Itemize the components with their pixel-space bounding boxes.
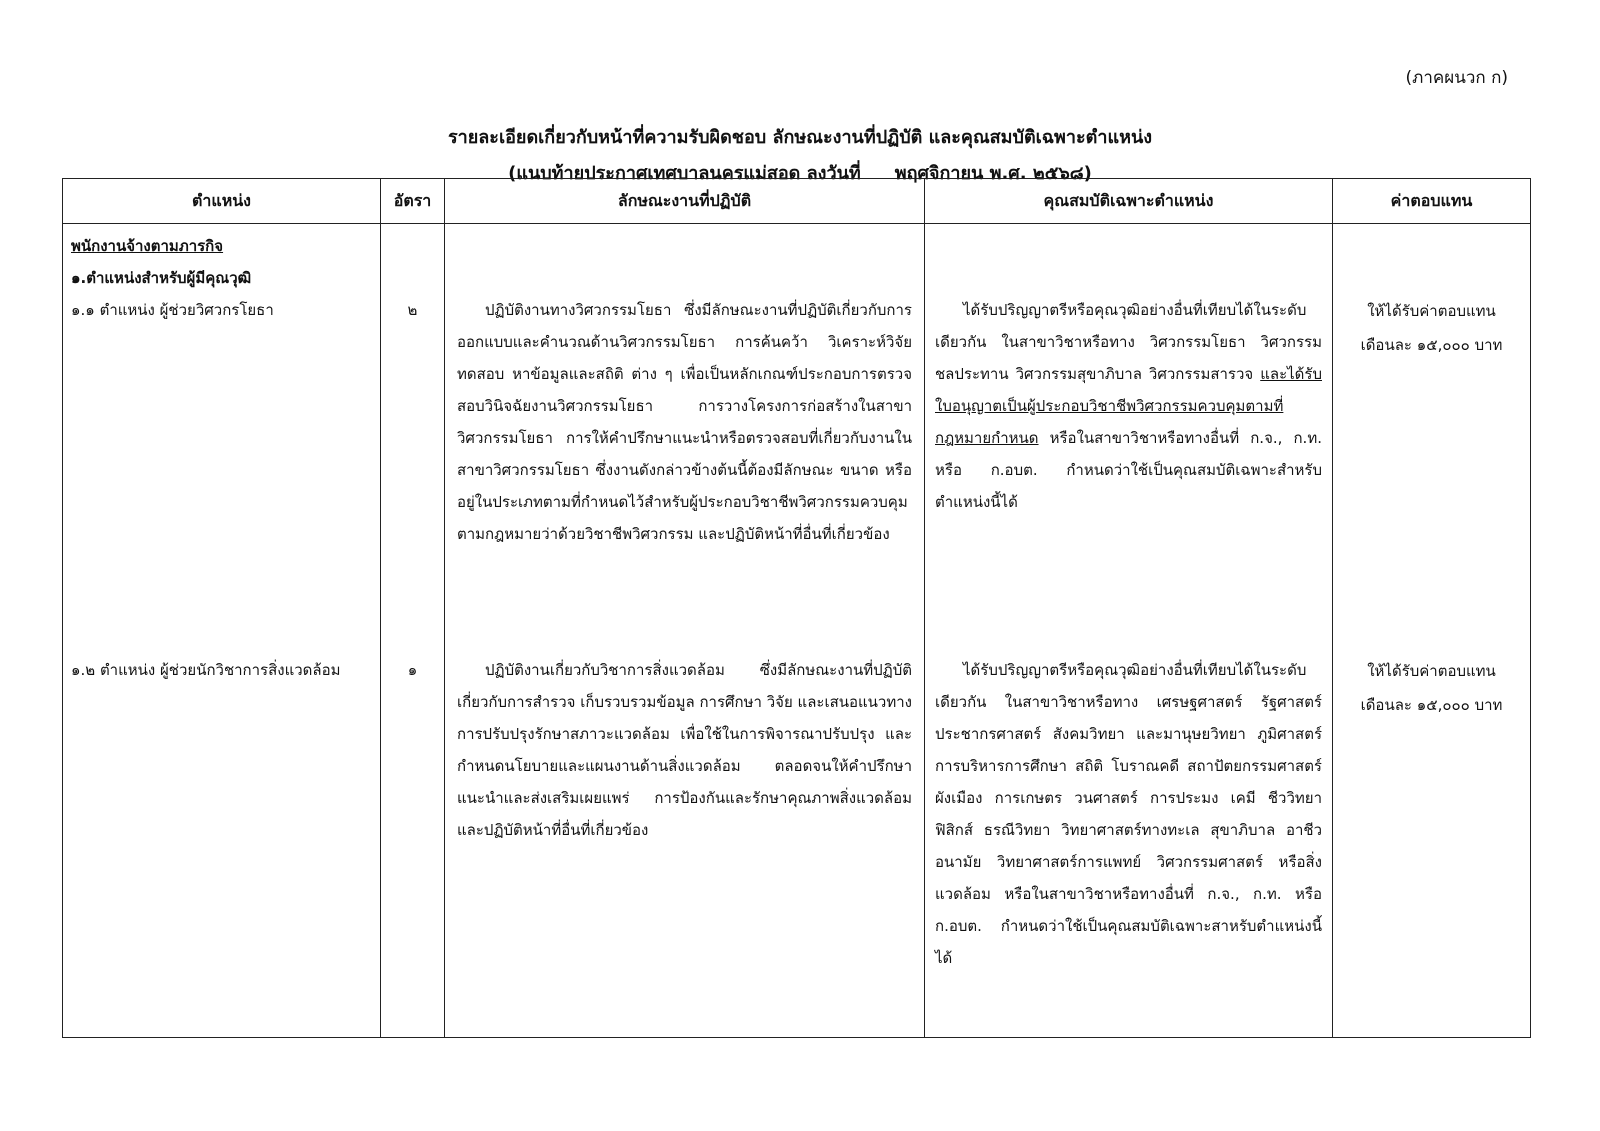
header-compensation: ค่าตอบแทน	[1333, 179, 1531, 224]
qualification-text-start: ได้รับปริญญาตรีหรือคุณวุฒิอย่างอื่นที่เทียบได้ในระดับเดียวกัน ในสาขาวิชาหรือทาง วิศวกรรมโยธา วิศวกรรมชลประทาน วิศวกรรมสุขาภิบาล วิศวกรรมสารวจ	[935, 301, 1322, 383]
appendix-label: (ภาคผนวก ก)	[1405, 68, 1508, 88]
table-row	[63, 224, 1531, 606]
rate-value: ๒	[407, 301, 418, 319]
compensation-line-2: เดือนละ ๑๕,๐๐๐ บาท	[1360, 336, 1503, 354]
description-cell	[445, 224, 925, 606]
description-text: ปฏิบัติงานทางวิศวกรรมโยธา ซึ่งมีลักษณะงานที่ปฏิบัติเกี่ยวกับการออกแบบและคำนวณด้านวิศวกรรมโยธา การค้นคว้า วิเคราะห์วิจัย ทดสอบ หาข้อมูลและสถิติ ต่าง ๆ เพื่อเป็นหลักเกณฑ์ประกอบการตรวจสอบวินิจฉัยงานวิศวกรรมโยธา การวางโครงการก่อสร้างในสาขาวิศวกรรมโยธา การให้คำปรึกษาแนะนำหรือตรวจสอบที่เกี่ยวกับงานในสาขาวิศวกรรมโยธา ซึ่งงานดังกล่าวข้างต้นนี้ต้องมีลักษณะ ขนาด หรืออยู่ในประเภทตามที่กำหนดไว้สำหรับผู้ประกอบวิชาชีพวิศวกรรมควบคุม ตามกฎหมายว่าด้วยวิชาชีพวิศวกรรม และปฏิบัติหน้าที่อื่นที่เกี่ยวข้อง	[457, 301, 912, 543]
header-description: ลักษณะงานที่ปฏิบัติ	[445, 179, 925, 224]
compensation-line-1: ให้ได้รับค่าตอบแทน	[1367, 661, 1496, 680]
rate-cell	[381, 224, 445, 606]
qualification-text	[935, 294, 1322, 518]
header-qualification: คุณสมบัติเฉพาะตำแหน่ง	[925, 179, 1333, 224]
position-cell	[63, 224, 381, 606]
position-name: ๑.๑ ตำแหน่ง ผู้ช่วยวิศวกรโยธา	[71, 301, 274, 319]
qualification-cell	[925, 606, 1333, 1038]
compensation-cell	[1333, 606, 1531, 1038]
position-cell	[63, 606, 381, 1038]
qualification-text-end: หรือในสาขาวิชาหรือทางอื่นที่ ก.จ., ก.ท. หรือ ก.อบต. กำหนดว่าใช้เป็นคุณสมบัติเฉพาะสำหรับตำแหน่งนี้ได้	[935, 429, 1322, 511]
subtitle-part-a: (แนบท้ายประกาศเทศบาลนครแม่สอด ลงวันที่	[508, 163, 861, 184]
header-position: ตำแหน่ง	[63, 179, 381, 224]
license-requirement: และได้รับใบอนุญาตเป็นผู้ประกอบวิชาชีพวิศวกรรมควบคุมตามที่กฎหมายกำหนด	[935, 365, 1322, 447]
table-header-row	[63, 179, 1531, 224]
subsection-title: ๑.ตำแหน่งสำหรับผู้มีคุณวุฒิ	[71, 269, 252, 287]
rate-value: ๑	[407, 660, 418, 679]
qualification-text: ได้รับปริญญาตรีหรือคุณวุฒิอย่างอื่นที่เทียบได้ในระดับเดียวกัน ในสาขาวิชาหรือทาง เศรษฐศาสตร์ รัฐศาสตร์ ประชากรศาสตร์ สังคมวิทยา และมานุษยวิทยา ภูมิศาสตร์ การบริหารการศึกษา สถิติ โบราณคดี สถาปัตยกรรมศาสตร์ ผังเมือง การเกษตร วนศาสตร์ การประมง เคมี ชีววิทยา ฟิสิกส์ ธรณีวิทยา วิทยาศาสตร์ทางทะเล สุขาภิบาล อาชีวอนามัย วิทยาศาสตร์การแพทย์ วิศวกรรมศาสตร์ หรือสิ่งแวดล้อม หรือในสาขาวิชาหรือทางอื่นที่ ก.จ., ก.ท. หรือ ก.อบต. กำหนดว่าใช้เป็นคุณสมบัติเฉพาะสาหรับตำแหน่งนี้ได้	[935, 660, 1322, 967]
compensation-line-2: เดือนละ ๑๕,๐๐๐ บาท	[1360, 695, 1503, 714]
table-row	[63, 606, 1531, 1038]
compensation-line-1: ให้ได้รับค่าตอบแทน	[1367, 302, 1496, 320]
description-cell	[445, 606, 925, 1038]
header-rate: อัตรา	[381, 179, 445, 224]
section-title: พนักงานจ้างตามภารกิจ	[71, 237, 224, 255]
position-details-table	[62, 178, 1531, 1038]
document-title: รายละเอียดเกี่ยวกับหน้าที่ความรับผิดชอบ ลักษณะงานที่ปฏิบัติ และคุณสมบัติเฉพาะตำแหน่ง	[447, 127, 1153, 148]
compensation-cell	[1333, 224, 1531, 606]
position-name: ๑.๒ ตำแหน่ง ผู้ช่วยนักวิชาการสิ่งแวดล้อม	[71, 660, 341, 679]
subtitle-part-b: พฤศจิกายน พ.ศ. ๒๕๖๘)	[894, 163, 1092, 184]
qualification-cell	[925, 224, 1333, 606]
description-text: ปฏิบัติงานเกี่ยวกับวิชาการสิ่งแวดล้อม ซึ่งมีลักษณะงานที่ปฏิบัติเกี่ยวกับการสำรวจ เก็บรวบรวมข้อมูล การศึกษา วิจัย และเสนอแนวทางการปรับปรุงรักษาสภาวะแวดล้อม เพื่อใช้ในการพิจารณาปรับปรุง และกำหนดนโยบายและแผนงานด้านสิ่งแวดล้อม ตลอดจนให้คำปรึกษาแนะนำและส่งเสริมเผยแพร่ การป้องกันและรักษาคุณภาพสิ่งแวดล้อม และปฏิบัติหน้าที่อื่นที่เกี่ยวข้อง	[457, 660, 912, 839]
rate-cell	[381, 606, 445, 1038]
